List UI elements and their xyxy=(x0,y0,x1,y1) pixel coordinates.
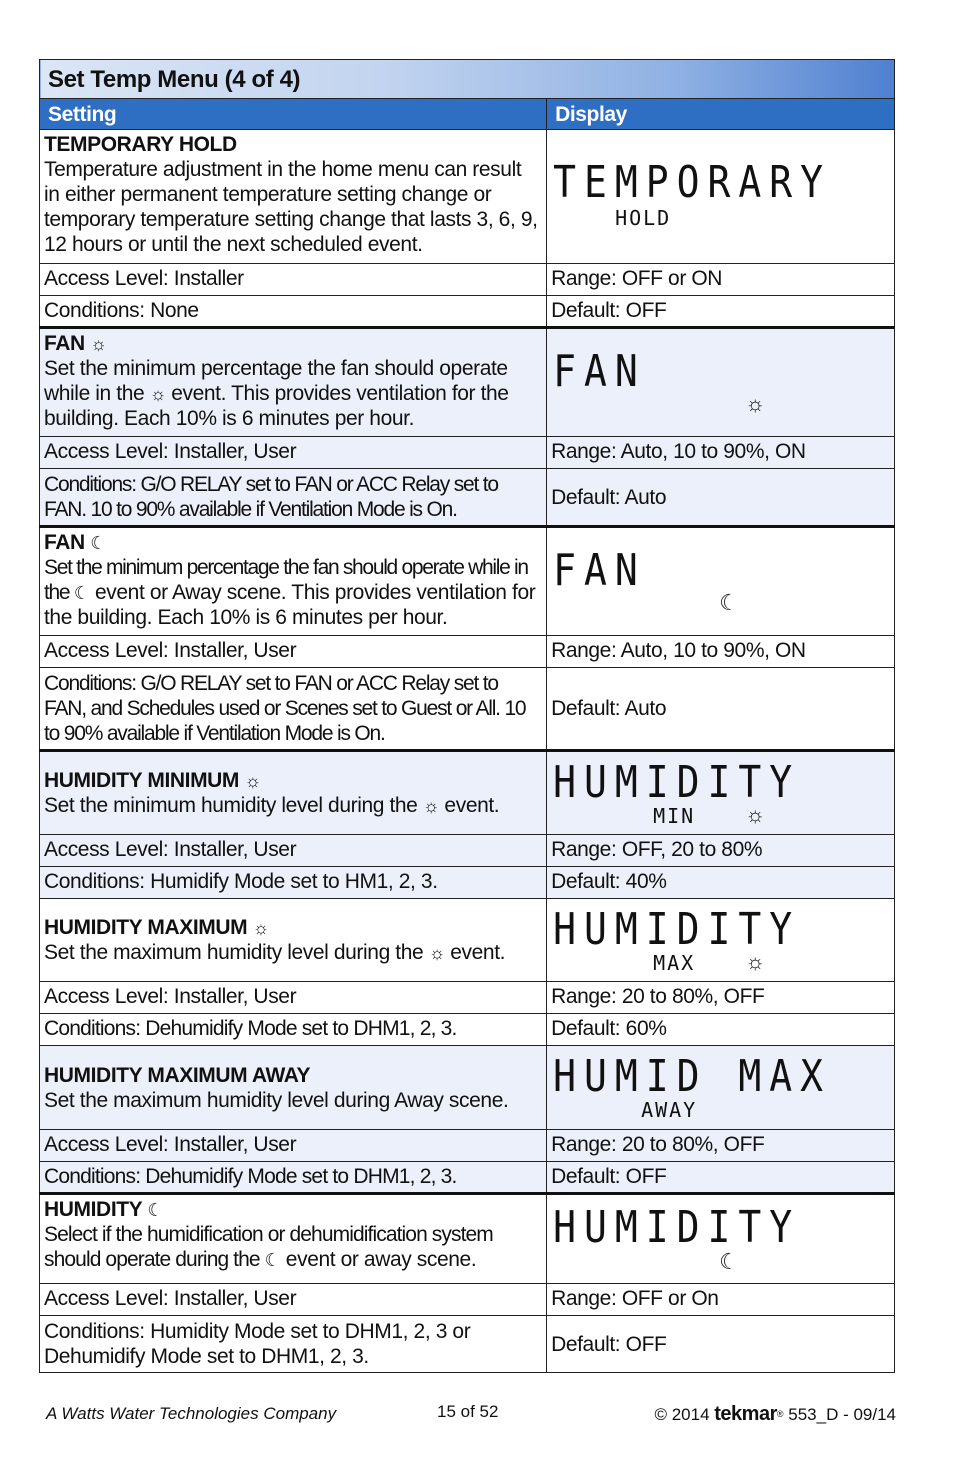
brand-logo: tekmar xyxy=(714,1403,777,1425)
sun-icon: ☼ xyxy=(252,918,269,938)
moon-icon: ☾ xyxy=(73,583,90,603)
default-value: Default: OFF xyxy=(547,296,895,328)
lcd-display xyxy=(547,1194,895,1284)
access-level: Access Level: Installer, User xyxy=(40,437,547,469)
access-level: Access Level: Installer, User xyxy=(40,835,547,867)
lcd-main-text: HUMID MAX xyxy=(553,1050,831,1102)
setting-description: Set the minimum percentage the fan should operate while in the ☼ event. This provides ventilation for the building. Each 10% is 6 minutes per hour. xyxy=(44,357,509,430)
access-level: Access Level: Installer, User xyxy=(40,636,547,668)
lcd-main-text: FAN xyxy=(553,345,646,397)
footer-copyright xyxy=(654,1404,896,1425)
conditions: Conditions: None xyxy=(40,296,547,328)
default-value: Default: Auto xyxy=(547,469,895,527)
lcd-moon-icon: ☾ xyxy=(719,1249,739,1274)
conditions: Conditions: Dehumidify Mode set to DHM1, 2, 3. xyxy=(40,1014,547,1046)
sun-icon: ☼ xyxy=(90,334,107,354)
sun-icon: ☼ xyxy=(422,796,439,816)
setting-description-cell xyxy=(40,899,547,982)
footer-company: A Watts Water Technologies Company xyxy=(46,1404,337,1423)
lcd-sun-icon: ☼ xyxy=(745,802,765,827)
setting-description-cell xyxy=(40,1194,547,1284)
default-value: Default: OFF xyxy=(547,1316,895,1373)
lcd-main-text: HUMIDITY xyxy=(553,1201,801,1253)
setting-description-cell xyxy=(40,130,547,264)
conditions: Conditions: G/O RELAY set to FAN or ACC Relay set to FAN, and Schedules used or Scenes set to Guest or All. 10 to 90% available if Ventilation Mode is On. xyxy=(40,668,547,751)
range: Range: OFF, 20 to 80% xyxy=(547,835,895,867)
default-value: Default: 40% xyxy=(547,867,895,899)
section-temporary-hold xyxy=(40,130,895,264)
section-fan-unoccupied xyxy=(40,527,895,636)
display-column-header: Display xyxy=(547,99,895,130)
moon-icon: ☾ xyxy=(264,1250,281,1270)
setting-description: Select if the humidification or dehumidification system should operate during the ☾ event or away scene. xyxy=(44,1223,493,1271)
setting-description-cell xyxy=(40,527,547,636)
menu-title: Set Temp Menu (4 of 4) xyxy=(40,60,895,99)
access-level: Access Level: Installer xyxy=(40,264,547,296)
set-temp-menu-table xyxy=(39,59,895,1373)
lcd-main-text: HUMIDITY xyxy=(553,756,801,808)
setting-name: TEMPORARY HOLD xyxy=(44,133,237,156)
access-level: Access Level: Installer, User xyxy=(40,982,547,1014)
range: Range: Auto, 10 to 90%, ON xyxy=(547,636,895,668)
section-humidity-minimum xyxy=(40,751,895,835)
lcd-main-text: TEMPORARY xyxy=(553,156,831,208)
sun-icon: ☼ xyxy=(428,943,445,963)
section-humidity-unoccupied xyxy=(40,1194,895,1284)
default-value: Default: 60% xyxy=(547,1014,895,1046)
lcd-sub-text: MIN xyxy=(653,804,696,828)
lcd-display xyxy=(547,751,895,835)
lcd-main-text: HUMIDITY xyxy=(553,903,801,955)
setting-name: HUMIDITY ☾ xyxy=(44,1198,164,1221)
setting-description-cell xyxy=(40,328,547,437)
setting-description: Set the minimum humidity level during the ☼ event. xyxy=(44,794,500,817)
setting-description: Set the minimum percentage the fan should operate while in the ☾ event or Away scene. This provides ventilation for the building. Each 10% is 6 minutes per hour. xyxy=(44,556,536,629)
lcd-display xyxy=(547,328,895,437)
section-humidity-maximum xyxy=(40,899,895,982)
setting-column-header: Setting xyxy=(40,99,547,130)
conditions: Conditions: Dehumidify Mode set to DHM1, 2, 3. xyxy=(40,1162,547,1194)
document-code: 553_D - 09/14 xyxy=(788,1405,896,1424)
lcd-main-text: FAN xyxy=(553,544,646,596)
setting-description: Set the maximum humidity level during the ☼ event. xyxy=(44,941,506,964)
moon-icon: ☾ xyxy=(147,1200,164,1220)
conditions: Conditions: G/O RELAY set to FAN or ACC Relay set to FAN. 10 to 90% available if Ventilation Mode is On. xyxy=(40,469,547,527)
registered-mark: ® xyxy=(776,1409,784,1419)
conditions: Conditions: Humidify Mode set to HM1, 2, 3. xyxy=(40,867,547,899)
lcd-display xyxy=(547,527,895,636)
range: Range: OFF or ON xyxy=(547,264,895,296)
access-level: Access Level: Installer, User xyxy=(40,1284,547,1316)
setting-name: HUMIDITY MINIMUM ☼ xyxy=(44,769,261,792)
range: Range: 20 to 80%, OFF xyxy=(547,1130,895,1162)
range: Range: Auto, 10 to 90%, ON xyxy=(547,437,895,469)
setting-name: HUMIDITY MAXIMUM AWAY xyxy=(44,1063,311,1087)
setting-name: FAN ☾ xyxy=(44,531,106,554)
lcd-sun-icon: ☼ xyxy=(745,391,765,416)
lcd-sub-text: AWAY xyxy=(641,1098,698,1122)
lcd-display xyxy=(547,899,895,982)
conditions: Conditions: Humidity Mode set to DHM1, 2, 3 or Dehumidify Mode set to DHM1, 2, 3. xyxy=(40,1316,547,1373)
setting-name: FAN ☼ xyxy=(44,332,107,355)
lcd-sun-icon: ☼ xyxy=(745,949,765,974)
sun-icon: ☼ xyxy=(149,384,166,404)
lcd-display xyxy=(547,1046,895,1130)
setting-name: HUMIDITY MAXIMUM ☼ xyxy=(44,916,269,939)
default-value: Default: OFF xyxy=(547,1162,895,1194)
setting-description: Set the maximum humidity level during Away scene. xyxy=(44,1088,509,1112)
lcd-sub-text: HOLD xyxy=(615,206,672,230)
lcd-sub-text: MAX xyxy=(653,951,696,975)
copyright-year: © 2014 xyxy=(654,1405,710,1424)
section-humidity-maximum-away xyxy=(40,1046,895,1130)
section-fan-occupied xyxy=(40,328,895,437)
moon-icon: ☾ xyxy=(90,533,106,553)
lcd-display xyxy=(547,130,895,264)
sun-icon: ☼ xyxy=(244,771,261,791)
setting-description-cell xyxy=(40,751,547,835)
page-number: 15 of 52 xyxy=(437,1402,499,1421)
range: Range: OFF or On xyxy=(547,1284,895,1316)
range: Range: 20 to 80%, OFF xyxy=(547,982,895,1014)
access-level: Access Level: Installer, User xyxy=(40,1130,547,1162)
lcd-moon-icon: ☾ xyxy=(719,590,739,615)
default-value: Default: Auto xyxy=(547,668,895,751)
setting-description: Temperature adjustment in the home menu can result in either permanent temperature setting change or temporary temperature setting change that lasts 3, 6, 9, 12 hours or until the next scheduled event. xyxy=(44,158,538,256)
setting-description-cell xyxy=(40,1046,547,1130)
